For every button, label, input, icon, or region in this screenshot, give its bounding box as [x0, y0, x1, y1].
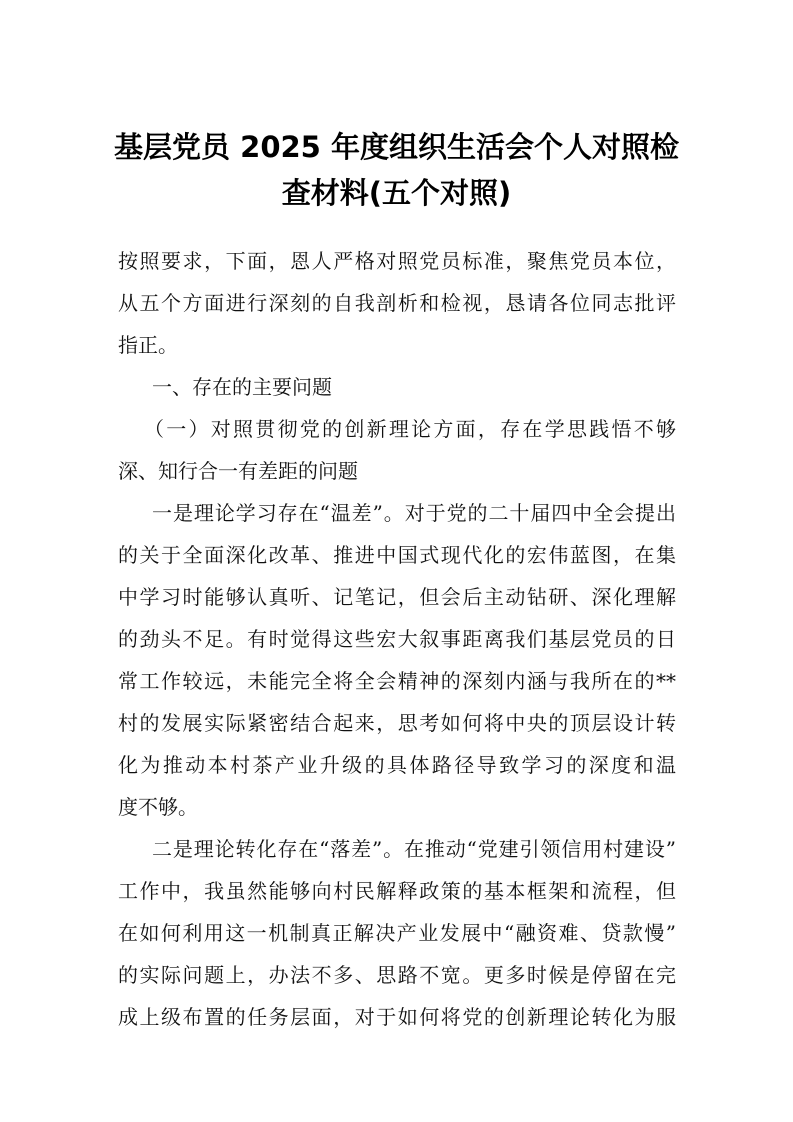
document-body [118, 240, 676, 1038]
subsection-heading-1 [118, 408, 676, 492]
text-line: 工作中，我虽然能够向村民解释政策的基本框架和流程，但 [118, 879, 676, 903]
body-paragraph-2 [118, 828, 676, 1038]
section-heading-1 [118, 366, 676, 408]
text-line: 一、存在的主要问题 [152, 375, 332, 399]
text-line: 成上级布置的任务层面，对于如何将党的创新理论转化为服 [118, 1005, 676, 1029]
title-line: 基层党员 2025 年度组织生活会个人对照检 [114, 130, 679, 164]
text-line: 化为推动本村茶产业升级的具体路径导致学习的深度和温 [118, 753, 676, 777]
text-line: 按照要求，下面，恩人严格对照党员标准，聚焦党员本位， [118, 249, 676, 273]
body-paragraph-1 [118, 492, 676, 828]
text-line: 一是理论学习存在“温差”。对于党的二十届四中全会提出 [152, 501, 676, 525]
text-line: 在如何利用这一机制真正解决产业发展中“融资难、贷款慢” [118, 921, 676, 945]
text-line: 二是理论转化存在“落差”。在推动“党建引领信用村建设” [152, 837, 676, 861]
text-line: （一）对照贯彻党的创新理论方面，存在学思践悟不够 [144, 417, 676, 441]
text-line: 村的发展实际紧密结合起来，思考如何将中央的顶层设计转 [118, 711, 676, 735]
text-line: 的关于全面深化改革、推进中国式现代化的宏伟蓝图，在集 [118, 543, 676, 567]
text-line: 深、知行合一有差距的问题 [118, 459, 358, 483]
text-line: 度不够。 [118, 795, 198, 819]
intro-paragraph [118, 240, 676, 366]
text-line: 从五个方面进行深刻的自我剖析和检视，恳请各位同志批评 [118, 291, 676, 315]
title-line: 查材料(五个对照) [281, 176, 512, 210]
text-line: 的劲头不足。有时觉得这些宏大叙事距离我们基层党员的日 [118, 627, 676, 651]
text-line: 指正。 [118, 333, 178, 357]
document-title [100, 124, 693, 216]
text-line: 的实际问题上，办法不多、思路不宽。更多时候是停留在完 [118, 963, 676, 987]
text-line: 中学习时能够认真听、记笔记，但会后主动钻研、深化理解 [118, 585, 676, 609]
text-line: 常工作较远，未能完全将全会精神的深刻内涵与我所在的** [118, 669, 676, 693]
